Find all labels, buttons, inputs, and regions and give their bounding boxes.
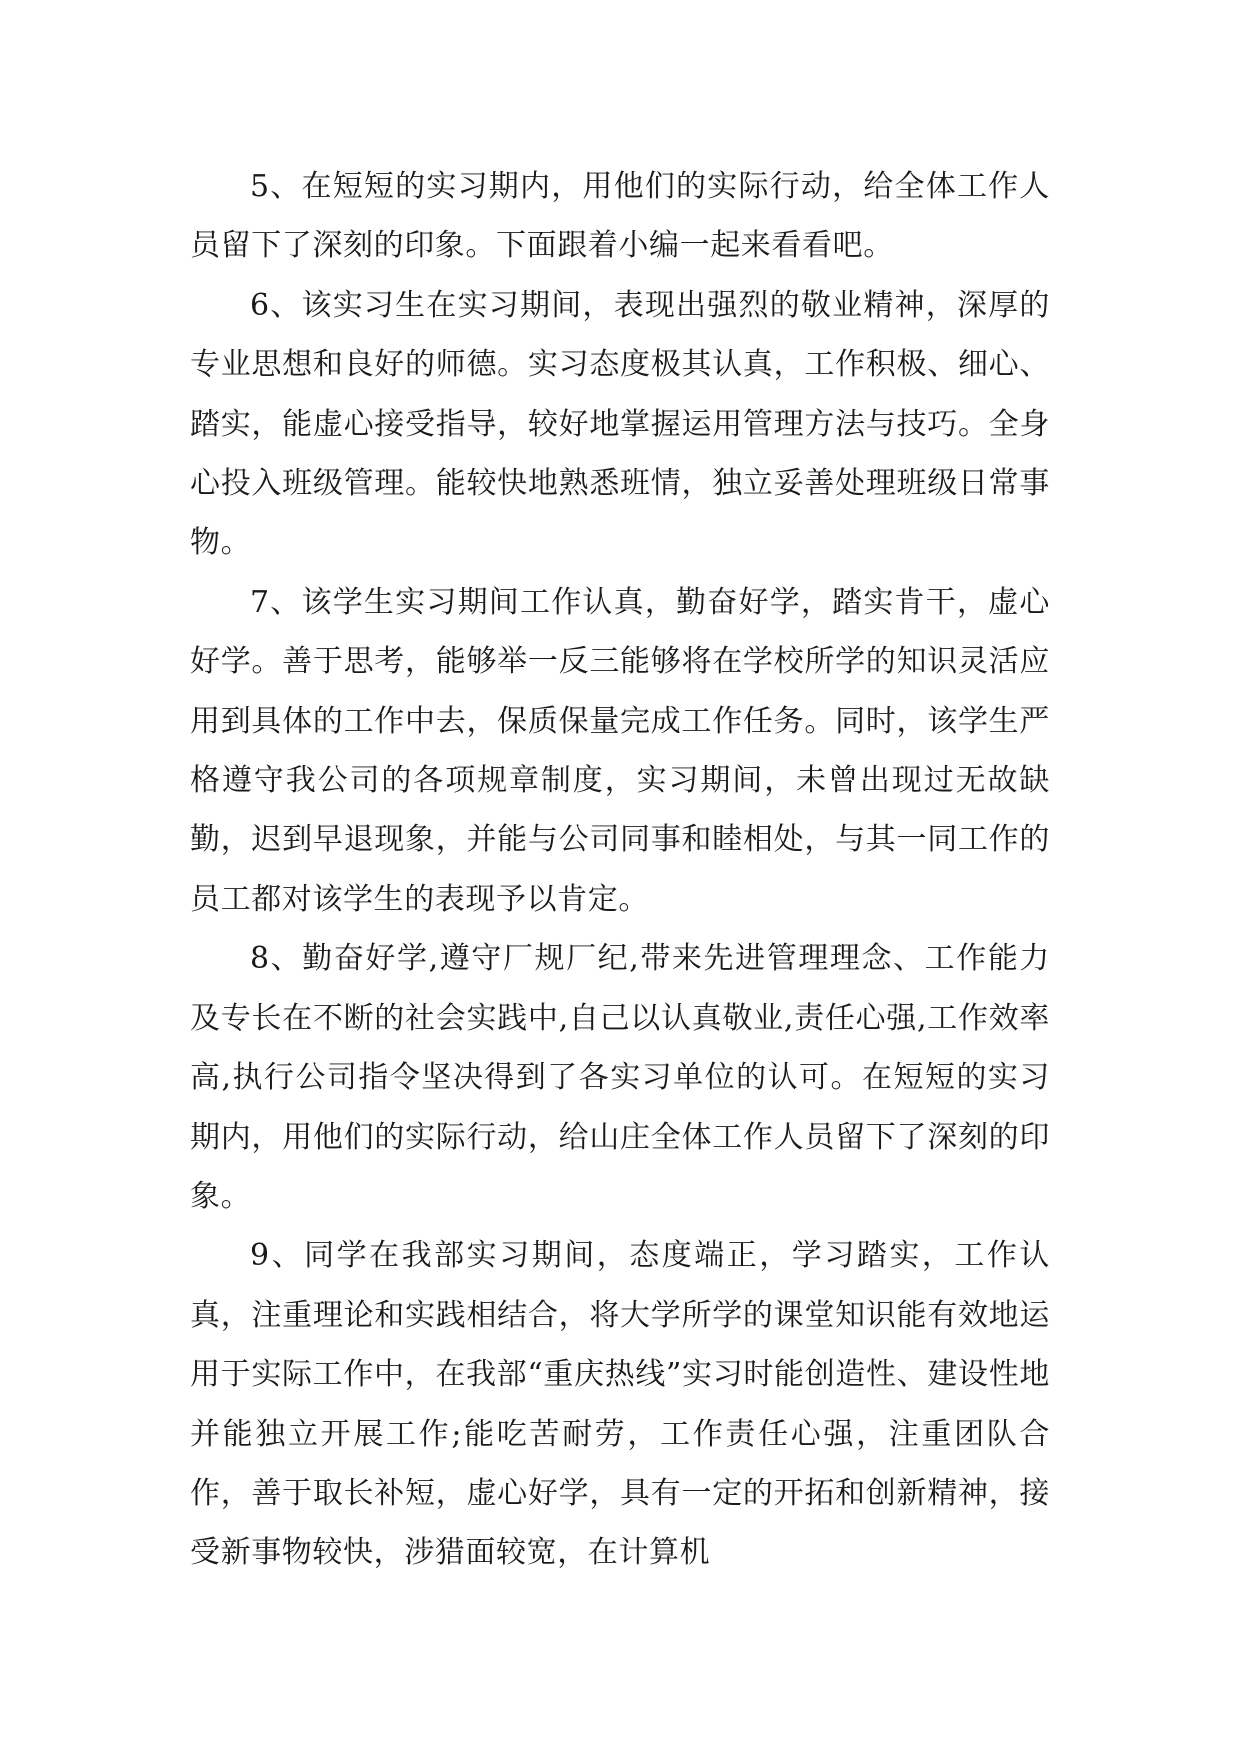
paragraph-8: 8、勤奋好学,遵守厂规厂纪,带来先进管理理念、工作能力及专长在不断的社会实践中,自己以认真敬业,责任心强,工作效率高,执行公司指令坚决得到了各实习单位的认可。在短短的实习期内，用他们的实际行动，给山庄全体工作人员留下了深刻的印象。 bbox=[190, 941, 1050, 1214]
paragraph-6: 6、该实习生在实习期间，表现出强烈的敬业精神，深厚的专业思想和良好的师德。实习态度极其认真，工作积极、细心、踏实，能虚心接受指导，较好地掌握运用管理方法与技巧。全身心投入班级管理。能较快地熟悉班情，独立妥善处理班级日常事物。 bbox=[190, 287, 1050, 561]
paragraph-5: 5、在短短的实习期内，用他们的实际行动，给全体工作人员留下了深刻的印象。下面跟着小编一起来看看吧。 bbox=[190, 169, 1050, 264]
document-body bbox=[190, 157, 1050, 1583]
paragraph-7: 7、该学生实习期间工作认真，勤奋好学，踏实肯干，虚心好学。善于思考，能够举一反三能够将在学校所学的知识灵活应用到具体的工作中去，保质保量完成工作任务。同时，该学生严格遵守我公司的各项规章制度，实习期间，未曾出现过无故缺勤，迟到早退现象，并能与公司同事和睦相处，与其一同工作的员工都对该学生的表现予以肯定。 bbox=[190, 584, 1050, 917]
paragraph-9: 9、同学在我部实习期间，态度端正，学习踏实，工作认真，注重理论和实践相结合，将大学所学的课堂知识能有效地运用于实际工作中，在我部“重庆热线”实习时能创造性、建设性地并能独立开展工作;能吃苦耐劳，工作责任心强，注重团队合作，善于取长补短，虚心好学，具有一定的开拓和创新精神，接受新事物较快，涉猎面较宽，在计算机 bbox=[190, 1238, 1050, 1571]
